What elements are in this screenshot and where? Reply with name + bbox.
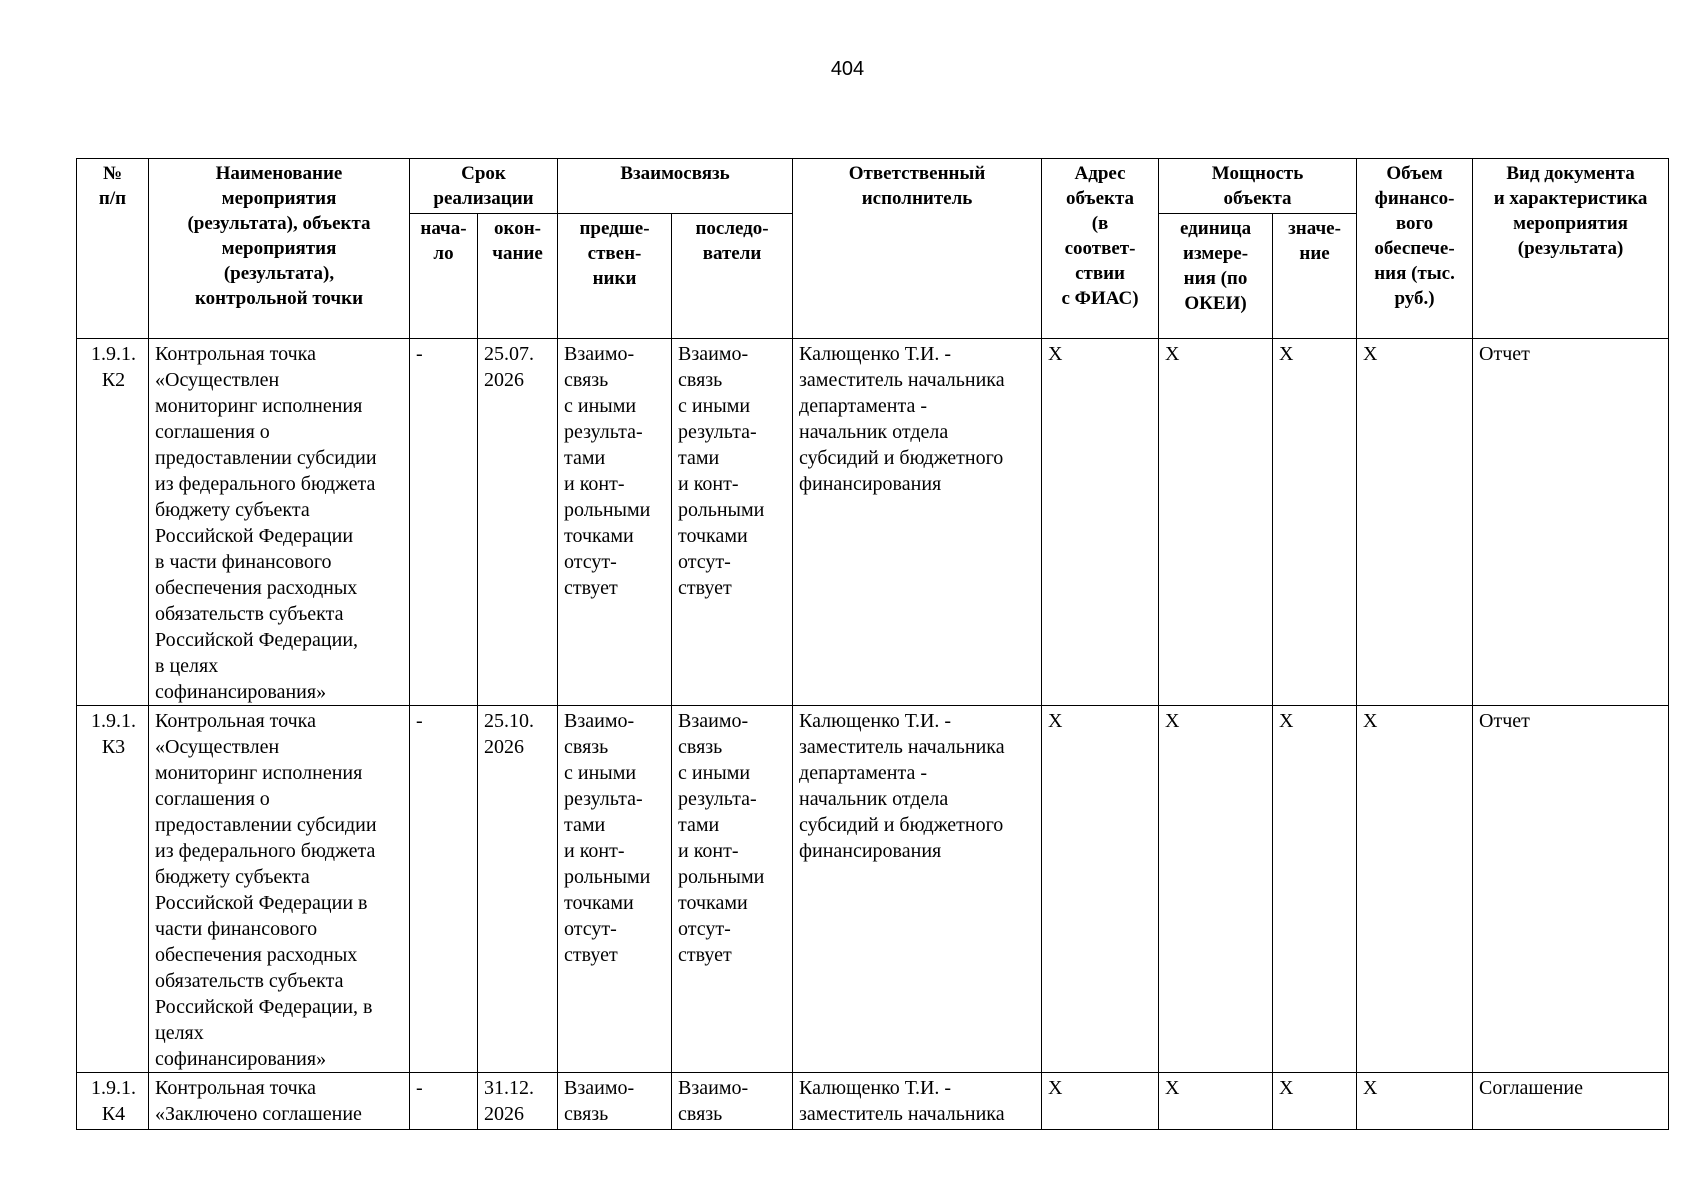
cell-prev: Взаимо- связь [558,1073,672,1130]
cell-num: 1.9.1. К2 [77,339,149,706]
cell-next: Взаимо- связь с иными результа- тами и конт- рольными точками отсут- ствует [672,706,793,1073]
header-link-prev: предше- ствен- ники [558,214,672,339]
header-responsible: Ответственный исполнитель [793,159,1042,339]
cell-doc: Соглашение [1473,1073,1669,1130]
header-capacity: Мощность объекта [1159,159,1357,214]
cell-value: X [1273,706,1357,1073]
cell-value: X [1273,1073,1357,1130]
header-capacity-value: значе- ние [1273,214,1357,339]
header-period-start: нача- ло [410,214,478,339]
cell-value: X [1273,339,1357,706]
header-funding: Объем финансо- вого обеспече- ния (тыс. руб.) [1357,159,1473,339]
header-link: Взаимосвязь [558,159,793,214]
table-header [77,159,1669,339]
cell-responsible: Калющенко Т.И. - заместитель начальника [793,1073,1042,1130]
cell-end: 25.07. 2026 [478,339,558,706]
table-row [77,706,1669,1073]
cell-doc: Отчет [1473,706,1669,1073]
cell-start: - [410,339,478,706]
cell-next: Взаимо- связь [672,1073,793,1130]
cell-name: Контрольная точка «Осуществлен мониторинг исполнения соглашения о предоставлении субсидии из федерального бюджета бюджету субъекта Российской Федерации в части финансового обеспечения расходных обязательств субъекта Российской Федерации, в целях софинансирования» [149,339,410,706]
header-link-next: последо- ватели [672,214,793,339]
cell-start: - [410,1073,478,1130]
header-capacity-unit: единица измере- ния (по ОКЕИ) [1159,214,1273,339]
cell-responsible: Калющенко Т.И. - заместитель начальника департамента - начальник отдела субсидий и бюджетного финансирования [793,706,1042,1073]
cell-end: 25.10. 2026 [478,706,558,1073]
cell-end: 31.12. 2026 [478,1073,558,1130]
plan-table [76,158,1669,1130]
header-name: Наименование мероприятия (результата), объекта мероприятия (результата), контрольной точки [149,159,410,339]
cell-address: X [1042,706,1159,1073]
cell-funding: X [1357,339,1473,706]
header-num: № п/п [77,159,149,339]
header-period: Срок реализации [410,159,558,214]
cell-funding: X [1357,706,1473,1073]
table-row [77,1073,1669,1130]
header-period-end: окон- чание [478,214,558,339]
cell-doc: Отчет [1473,339,1669,706]
cell-name: Контрольная точка «Осуществлен мониторинг исполнения соглашения о предоставлении субсидии из федерального бюджета бюджету субъекта Российской Федерации в части финансового обеспечения расходных обязательств субъекта Российской Федерации, в целях софинансирования» [149,706,410,1073]
cell-prev: Взаимо- связь с иными результа- тами и конт- рольными точками отсут- ствует [558,339,672,706]
page-number: 404 [830,58,865,80]
cell-address: X [1042,1073,1159,1130]
cell-start: - [410,706,478,1073]
cell-num: 1.9.1. К3 [77,706,149,1073]
cell-num: 1.9.1. К4 [77,1073,149,1130]
table-row [77,339,1669,706]
cell-unit: X [1159,339,1273,706]
cell-address: X [1042,339,1159,706]
cell-prev: Взаимо- связь с иными результа- тами и конт- рольными точками отсут- ствует [558,706,672,1073]
cell-funding: X [1357,1073,1473,1130]
cell-unit: X [1159,706,1273,1073]
cell-unit: X [1159,1073,1273,1130]
header-address: Адрес объекта (в соответ- ствии с ФИАС) [1042,159,1159,339]
cell-next: Взаимо- связь с иными результа- тами и конт- рольными точками отсут- ствует [672,339,793,706]
cell-responsible: Калющенко Т.И. - заместитель начальника департамента - начальник отдела субсидий и бюджетного финансирования [793,339,1042,706]
header-doc-type: Вид документа и характеристика мероприятия (результата) [1473,159,1669,339]
cell-name: Контрольная точка «Заключено соглашение [149,1073,410,1130]
